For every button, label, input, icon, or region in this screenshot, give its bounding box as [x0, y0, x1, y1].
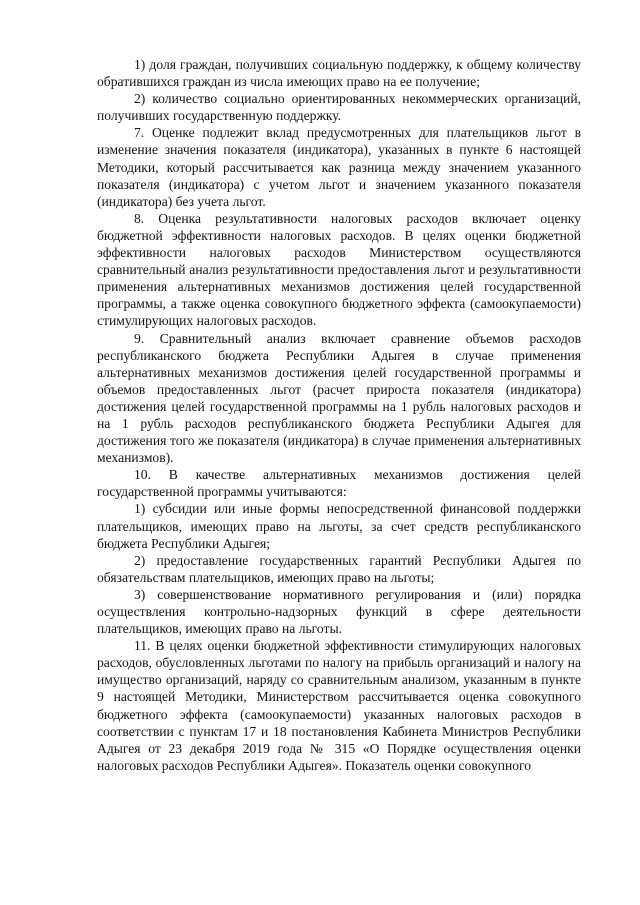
- paragraph: 10. В качестве альтернативных механизмов достижения целей государственной программы учитываются:: [97, 467, 581, 500]
- paragraph: 8. Оценка результативности налоговых расходов включает оценку бюджетной эффективности налоговых расходов. В целях оценки бюджетной эффективности налоговых расходов Министерством осуществляются сравнительный анализ результативности предоставления льгот и результативности применения альтернативных механизмов достижения целей государственной программы, а также оценка совокупного бюджетного эффекта (самоокупаемости) стимулирующих налоговых расходов.: [97, 210, 581, 329]
- paragraph: 3) совершенствование нормативного регулирования и (или) порядка осуществления контрольно-надзорных функций в сфере деятельности плательщиков, имеющих право на льготы.: [97, 586, 581, 637]
- document-page: [97, 56, 581, 774]
- paragraph: 2) предоставление государственных гарантий Республики Адыгея по обязательствам плательщиков, имеющих право на льготы;: [97, 552, 581, 585]
- paragraph: 9. Сравнительный анализ включает сравнение объемов расходов республиканского бюджета Республики Адыгея в случае применения альтернативных механизмов достижения целей государственной программы и объемов предоставленных льгот (расчет прироста показателя (индикатора) достижения целей государственной программы на 1 рубль налоговых расходов и на 1 рубль расходов республиканского бюджета Республики Адыгея для достижения того же показателя (индикатора) в случае применения альтернативных механизмов).: [97, 330, 581, 466]
- paragraph: 2) количество социально ориентированных некоммерческих организаций, получивших государственную поддержку.: [97, 91, 581, 124]
- paragraph: 7. Оценке подлежит вклад предусмотренных для плательщиков льгот в изменение значения показателя (индикатора), указанных в пункте 6 настоящей Методики, который рассчитывается как разница между значением указанного показателя (индикатора) с учетом льгот и значением указанного показателя (индикатора) без учета льгот.: [97, 125, 581, 209]
- paragraph: 11. В целях оценки бюджетной эффективности стимулирующих налоговых расходов, обусловленных льготами по налогу на прибыль организаций и налогу на имущество организаций, наряду со сравнительным анализом, указанным в пункте 9 настоящей Методики, Министерством рассчитывается оценка совокупного бюджетного эффекта (самоокупаемости) указанных налоговых расходов в соответствии с пунктам 17 и 18 постановления Кабинета Министров Республики Адыгея от 23 декабря 2019 года № 315 «О Порядке осуществления оценки налоговых расходов Республики Адыгея». Показатель оценки совокупного: [97, 638, 581, 773]
- paragraph: 1) доля граждан, получивших социальную поддержку, к общему количеству обратившихся граждан из числа имеющих право на ее получение;: [97, 57, 581, 90]
- paragraph: 1) субсидии или иные формы непосредственной финансовой поддержки плательщиков, имеющих право на льготы, за счет средств республиканского бюджета Республики Адыгея;: [97, 501, 581, 551]
